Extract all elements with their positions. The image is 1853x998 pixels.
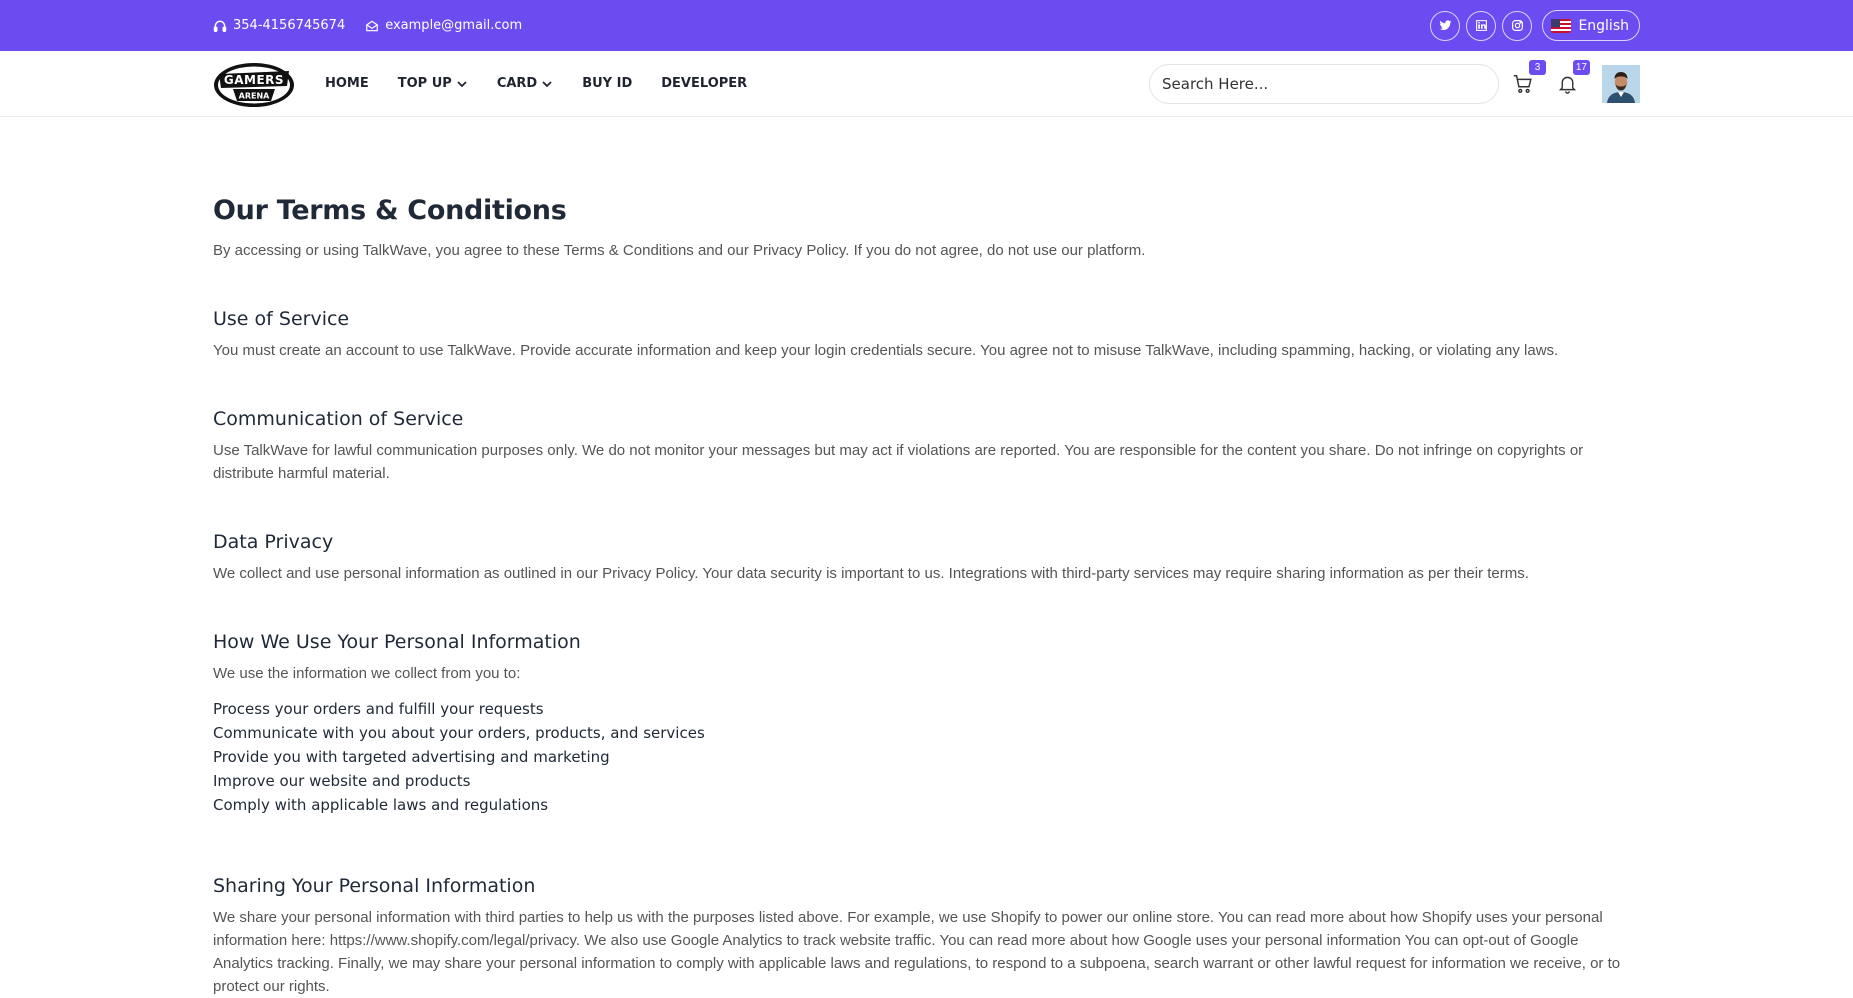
notification-button[interactable] [1553,61,1587,98]
nav-developer-label: DEVELOPER [661,76,748,91]
nav-top-up[interactable] [398,76,468,91]
nav-developer[interactable] [661,76,747,91]
list-item: Communicate with you about your orders, products, and services [213,724,705,742]
section-heading: Sharing Your Personal Information [213,875,536,897]
phone-contact[interactable] [213,18,345,33]
list-item: Provide you with targeted advertising and marketing [213,748,610,766]
instagram-button[interactable] [1502,11,1532,41]
section-heading: How We Use Your Personal Information [213,631,581,653]
twitter-icon [1439,19,1452,32]
email-address: example@gmail.com [385,18,523,33]
nav-card-label: CARD [496,76,538,91]
section-text: Use TalkWave for lawful communication purposes only. We do not monitor your messages but may act if violations are reported. You are responsible for the content you share. Do not infringe on copyrights or distribute harmful material. [213,442,1584,482]
language-label: English [1578,17,1629,34]
usage-list [213,697,1640,817]
nav-top-up-label: TOP UP [397,76,452,91]
list-item: Improve our website and products [213,772,471,790]
section-text: We use the information we collect from you to: [213,665,521,682]
terms-content [0,117,1853,998]
nav-buy-id-label: BUY ID [582,76,633,91]
headset-icon [213,19,227,33]
notification-count-badge: 17 [1573,60,1590,75]
intro-text: By accessing or using TalkWave, you agree to these Terms & Conditions and our Privacy Policy. If you do not agree, do not use our platform. [213,242,1146,259]
user-avatar[interactable] [1602,65,1640,103]
section-heading: Data Privacy [213,531,334,553]
section-heading: Use of Service [213,308,350,330]
envelope-open-icon [365,19,379,33]
twitter-button[interactable] [1430,11,1460,41]
nav-buy-id[interactable] [582,76,632,91]
email-contact[interactable] [365,18,522,33]
bell-icon [1557,73,1578,94]
nav-home-label: HOME [325,76,369,91]
section-communication [213,408,1640,485]
main-menu [325,76,747,91]
search-input[interactable] [1149,64,1499,104]
linkedin-button[interactable] [1466,11,1496,41]
section-sharing-information [213,875,1640,998]
list-item: Process your orders and fulfill your requests [213,700,544,718]
user-avatar-image [1602,65,1640,103]
section-text: We share your personal information with third parties to help us with the purposes listed above. For example, we use Shopify to power our online store. You can read more about how Shopify uses your personal information here: https://www.shopify.com/legal/privacy. We also use Google Analytics to track website traffic. You can read more about how Google uses your personal information You can opt-out of Google Analytics tracking. Finally, we may share your personal information to comply with applicable laws and regulations, to respond to a subpoena, search warrant or other lawful request for information we receive, or to protect our rights. [213,909,1621,995]
chevron-down-icon [541,78,553,90]
section-data-privacy [213,531,1640,585]
phone-number: 354-4156745674 [233,18,346,33]
nav-home[interactable] [325,76,369,91]
svg-text:ARENA: ARENA [238,91,270,100]
shopping-cart-icon [1512,73,1534,95]
svg-text:GAMERS: GAMERS [223,72,285,87]
section-text: You must create an account to use TalkWave. Provide accurate information and keep your login credentials secure. You agree not to misuse TalkWave, including spamming, hacking, or violating any laws. [213,342,1559,359]
nav-right [1149,61,1640,104]
cart-count-badge: 3 [1529,60,1546,75]
gamers-arena-logo[interactable] [213,60,295,108]
main-navbar [0,51,1853,117]
topbar-actions [1430,10,1640,41]
cart-button[interactable] [1509,61,1541,98]
language-selector[interactable] [1542,10,1640,41]
top-bar [0,0,1853,51]
section-heading: Communication of Service [213,408,464,430]
linkedin-icon [1475,19,1488,32]
list-item: Comply with applicable laws and regulations [213,796,549,814]
us-flag-icon [1551,19,1571,33]
nav-card[interactable] [497,76,553,91]
section-personal-information-use [213,631,1640,817]
chevron-down-icon [456,78,468,90]
instagram-icon [1511,19,1524,32]
page-title: Our Terms & Conditions [213,195,567,226]
contact-info [213,18,522,33]
section-use-of-service [213,308,1640,362]
section-text: We collect and use personal information as outlined in our Privacy Policy. Your data security is important to us. Integrations with third-party services may require sharing information as per their terms. [213,565,1529,582]
nav-left [213,60,747,108]
